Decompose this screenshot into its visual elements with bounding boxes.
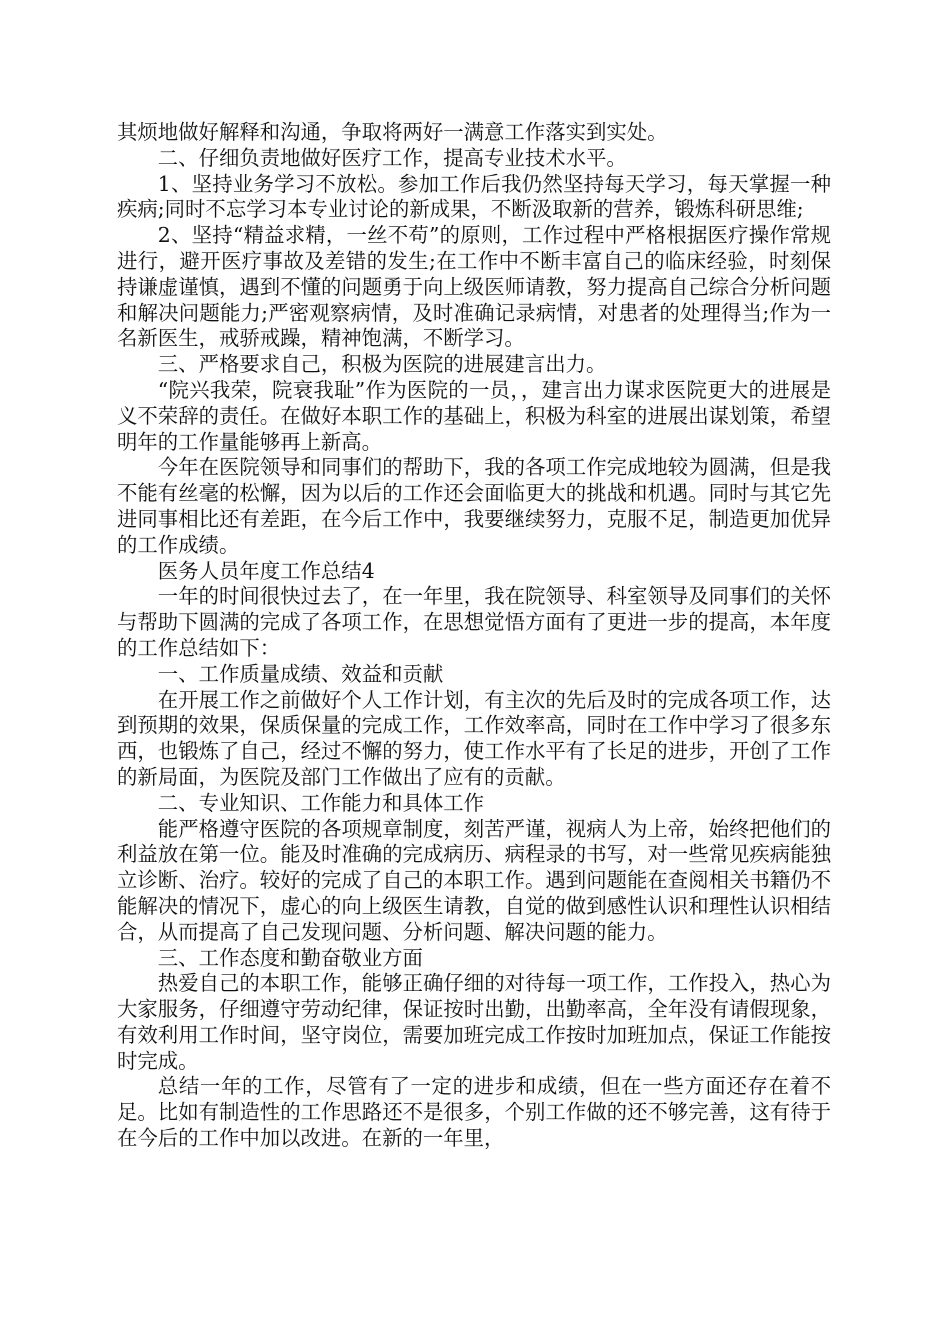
paragraph-regulations: 能严格遵守医院的各项规章制度，刻苦严谨，视病人为上帝，始终把他们的利益放在第一位。能及时准确的完成病历、病程录的书写，对一些常见疾病能独立诊断、治疗。较好的完成了自己的本职工作。遇到问题能在查阅相关书籍仍不能解决的情况下，虚心的向上级医生请教，自觉的做到感性认识和理性认识相结合，从而提高了自己发现问题、分析问题、解决问题的能力。 [117,816,831,944]
paragraph-study: 1、坚持业务学习不放松。参加工作后我仍然坚持每天学习，每天掌握一种疾病;同时不忘学习本专业讨论的新成果，不断汲取新的营养，锻炼科研思维; [117,171,831,222]
paragraph-intro: 一年的时间很快过去了，在一年里，我在院领导、科室领导及同事们的关怀与帮助下圆满的完成了各项工作，在思想觉悟方面有了更进一步的提高，本年度的工作总结如下： [117,584,831,660]
paragraph-dedication: 热爱自己的本职工作，能够正确仔细的对待每一项工作，工作投入，热心为大家服务，仔细遵守劳动纪律，保证按时出勤，出勤率高，全年没有请假现象，有效利用工作时间，坚守岗位，需要加班完成工作按时加班加点，保证工作能按时完成。 [117,971,831,1073]
document-body [117,120,831,1152]
section-heading-self-requirements: 三、严格要求自己，积极为医院的进展建言出力。 [157,352,607,377]
paragraph-summary: 总结一年的工作，尽管有了一定的进步和成绩，但在一些方面还存在着不足。比如有制造性的工作思路还不是很多，个别工作做的还不够完善，这有待于在今后的工作中加以改进。在新的一年里， [117,1074,831,1151]
paragraph-hospital-development: “院兴我荣，院衰我耻”作为医院的一员，，建言出力谋求医院更大的进展是义不荣辞的责任。在做好本职工作的基础上，积极为科室的进展出谋划策，希望明年的工作量能够再上新高。 [117,377,831,454]
section-heading-attitude: 三、工作态度和勤奋敬业方面 [157,945,423,970]
paragraph-continuation: 其烦地做好解释和沟通，争取将两好一满意工作落实到实处。 [117,120,668,144]
section-heading-medical-work: 二、仔细负责地做好医疗工作，提高专业技术水平。 [157,145,627,170]
section-heading-professional: 二、专业知识、工作能力和具体工作 [157,790,485,815]
document-section-title: 医务人员年度工作总结4 [157,558,375,583]
section-heading-quality: 一、工作质量成绩、效益和贡献 [157,661,444,686]
paragraph-this-year: 今年在医院领导和同事们的帮助下，我的各项工作完成地较为圆满，但是我不能有丝毫的松懈，因为以后的工作还会面临更大的挑战和机遇。同时与其它先进同事相比还有差距，在今后工作中，我要继续努力，克服不足，制造更加优异的工作成绩。 [117,455,831,557]
paragraph-precision: 2、坚持“精益求精，一丝不苟”的原则，工作过程中严格根据医疗操作常规进行，避开医疗事故及差错的发生;在工作中不断丰富自己的临床经验，时刻保持谦虚谨慎，遇到不懂的问题勇于向上级医师请教，努力提高自己综合分析问题和解决问题能力;严密观察病情，及时准确记录病情，对患者的处理得当;作为一名新医生，戒骄戒躁，精神饱满，不断学习。 [117,223,831,351]
paragraph-work-plan: 在开展工作之前做好个人工作计划，有主次的先后及时的完成各项工作，达到预期的效果，保质保量的完成工作，工作效率高，同时在工作中学习了很多东西，也锻炼了自己，经过不懈的努力，使工作水平有了长足的进步，开创了工作的新局面，为医院及部门工作做出了应有的贡献。 [117,687,831,789]
